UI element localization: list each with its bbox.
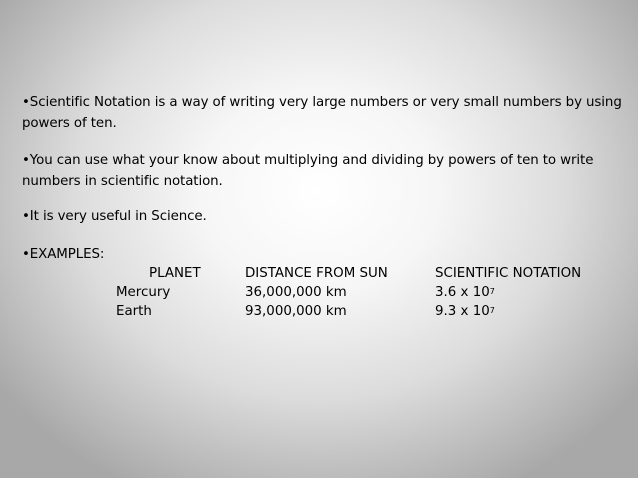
- planet-scientific-notation: [435, 302, 495, 321]
- table-header-row: [0, 264, 638, 283]
- examples-heading: •EXAMPLES:: [22, 247, 105, 262]
- sci-exponent: 7: [489, 306, 495, 315]
- planet-scientific-notation: [435, 283, 495, 302]
- table-row: [0, 302, 638, 321]
- sci-base: 3.6 x 10: [435, 285, 490, 300]
- planet-distance: 93,000,000 km: [245, 304, 347, 319]
- header-distance: DISTANCE FROM SUN: [245, 266, 388, 281]
- sci-exponent: 7: [489, 287, 495, 296]
- sci-base: 9.3 x 10: [435, 304, 490, 319]
- paragraph-science: •It is very useful in Science.: [22, 209, 207, 224]
- header-planet: PLANET: [149, 266, 201, 281]
- planet-name: Mercury: [116, 285, 171, 300]
- planet-name: Earth: [116, 304, 152, 319]
- paragraph-definition: •Scientific Notation is a way of writing very large numbers or very small numbers by using powers of ten.: [22, 95, 622, 131]
- table-row: [0, 283, 638, 302]
- examples-table: [0, 264, 638, 321]
- paragraph-usage: •You can use what your know about multiplying and dividing by powers of ten to write numbers in scientific notation.: [22, 153, 594, 189]
- header-scientific-notation: SCIENTIFIC NOTATION: [435, 266, 582, 281]
- planet-distance: 36,000,000 km: [245, 285, 347, 300]
